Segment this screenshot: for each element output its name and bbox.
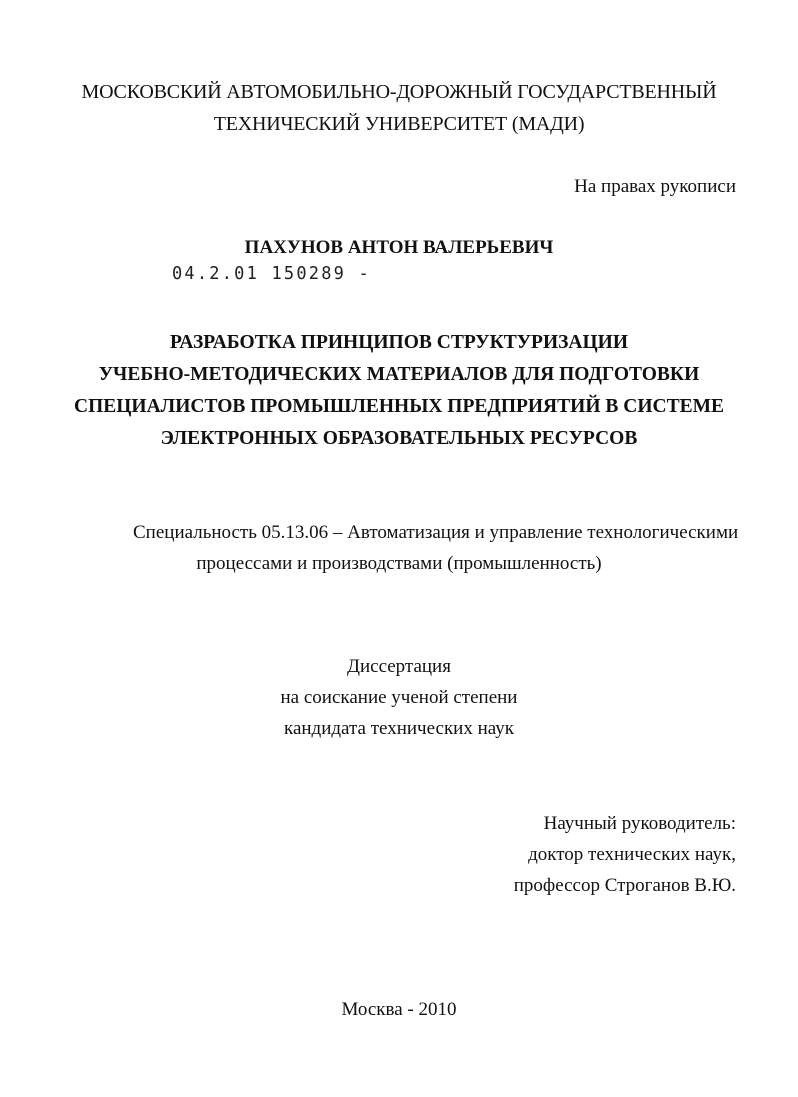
title-line-4: ЭЛЕКТРОННЫХ ОБРАЗОВАТЕЛЬНЫХ РЕСУРСОВ [160, 428, 638, 449]
university-name-line-2: ТЕХНИЧЕСКИЙ УНИВЕРСИТЕТ (МАДИ) [213, 113, 585, 135]
registry-stamp: 04.2.01 150289 - [172, 263, 371, 285]
degree-line-1: Диссертация [347, 656, 451, 677]
rights-note: На правах рукописи [574, 176, 736, 197]
title-line-1: РАЗРАБОТКА ПРИНЦИПОВ СТРУКТУРИЗАЦИИ [169, 332, 629, 353]
supervisor-degree: доктор технических наук, [528, 844, 736, 865]
degree-line-2: на соискание ученой степени [280, 687, 518, 708]
university-name-line-1: МОСКОВСКИЙ АВТОМОБИЛЬНО-ДОРОЖНЫЙ ГОСУДАРСТВЕННЫЙ [81, 81, 717, 103]
specialty-line-2: процессами и производствами (промышленность) [196, 553, 602, 574]
title-line-3: СПЕЦИАЛИСТОВ ПРОМЫШЛЕННЫХ ПРЕДПРИЯТИЙ В СИСТЕМЕ [73, 396, 724, 417]
supervisor-label: Научный руководитель: [543, 813, 736, 834]
title-line-2: УЧЕБНО-МЕТОДИЧЕСКИХ МАТЕРИАЛОВ ДЛЯ ПОДГОТОВКИ [98, 364, 700, 385]
author-name: ПАХУНОВ АНТОН ВАЛЕРЬЕВИЧ [244, 237, 554, 258]
supervisor-name: профессор Строганов В.Ю. [513, 875, 736, 896]
degree-line-3: кандидата технических наук [284, 718, 514, 739]
specialty-line-1: Специальность 05.13.06 – Автоматизация и управление технологическими [133, 522, 739, 543]
place-and-year: Москва - 2010 [341, 999, 457, 1020]
